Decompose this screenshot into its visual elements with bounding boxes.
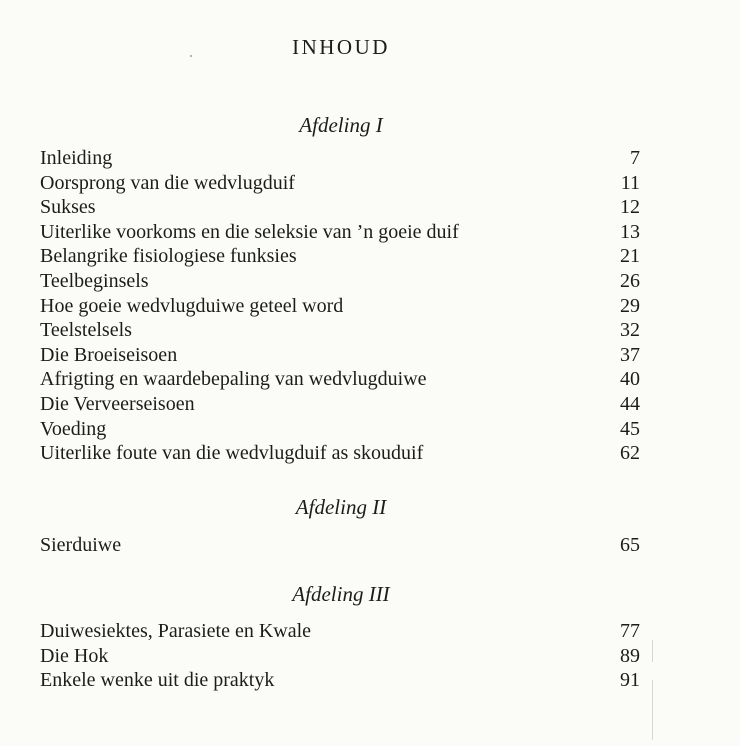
toc-entry[interactable] [40,441,640,466]
toc-entry[interactable] [40,644,640,669]
toc-entry-label: Die Hok [40,644,109,667]
toc-entry[interactable] [40,220,640,245]
toc-entry-page-number: 7 [630,147,640,169]
toc-entry-label: Uiterlike voorkoms en die seleksie van ’n goeie duif [40,220,459,243]
toc-entry[interactable] [40,417,640,442]
toc-entry-page-number: 91 [620,669,640,692]
page-title: INHOUD [292,35,390,59]
toc-entry-page-number: 45 [620,417,640,440]
toc-entry-page-number: 13 [620,220,640,243]
page-edge-mark [652,640,653,662]
toc-entry-label: Voeding [40,417,107,440]
toc-entry-page-number: 32 [620,319,640,342]
toc-entry[interactable] [40,318,640,343]
toc-entry-page-number: 89 [620,644,640,667]
toc-entry-label: Die Broeiseisoen [40,343,178,366]
toc-entry[interactable] [40,195,640,220]
toc-entry[interactable] [40,269,640,294]
toc-entry-page-number: 26 [620,269,640,292]
toc-entry-label: Enkele wenke uit die praktyk [40,669,275,692]
toc-entry[interactable] [40,294,640,319]
page-edge-mark [652,680,653,740]
toc-entry-page-number: 29 [620,294,640,317]
toc-entry[interactable] [40,619,640,644]
toc-entry-page-number: 12 [620,196,640,219]
toc-entry-page-number: 62 [620,442,640,465]
toc-entry-label: Sierduiwe [40,534,122,556]
toc-entry-page-number: 11 [620,171,640,194]
toc-entry-label: Die Verveerseisoen [40,392,195,415]
toc-entry[interactable] [40,244,640,269]
toc-entry-label: Belangrike fisiologiese funksies [40,245,297,268]
section-heading-2: Afdeling II [295,495,387,519]
toc-entry-label: Teelbeginsels [40,269,149,292]
toc-entry[interactable] [40,367,640,392]
toc-entry-page-number: 44 [620,392,640,415]
toc-entry-label: Hoe goeie wedvlugduiwe geteel word [40,294,344,317]
toc-entry[interactable] [40,392,640,417]
toc-entry-page-number: 21 [620,245,640,268]
toc-entry[interactable] [40,668,640,693]
toc-entry-page-number: 65 [620,534,640,556]
toc-entry-page-number: 37 [620,343,640,366]
toc-entry-page-number: 77 [620,620,640,642]
toc-entry-label: Inleiding [40,147,113,169]
toc-entry-label: Duiwesiektes, Parasiete en Kwale [40,620,312,642]
section-2-entries [40,533,640,558]
toc-entry[interactable] [40,343,640,368]
toc-entry-label: Sukses [40,196,96,219]
toc-entry-page-number: 40 [620,368,640,391]
toc-entry[interactable] [40,533,640,558]
toc-entry-label: Oorsprong van die wedvlugduif [40,171,295,194]
toc-entry[interactable] [40,146,640,171]
section-3-entries [40,619,640,693]
toc-entry[interactable] [40,171,640,196]
section-heading-1: Afdeling I [299,113,383,137]
toc-entry-label: Afrigting en waardebepaling van wedvlugduiwe [40,368,427,391]
toc-entry-label: Uiterlike foute van die wedvlugduif as skouduif [40,442,424,465]
toc-entry-label: Teelstelsels [40,319,132,342]
section-heading-3: Afdeling III [292,582,390,606]
section-1-entries [40,146,640,466]
